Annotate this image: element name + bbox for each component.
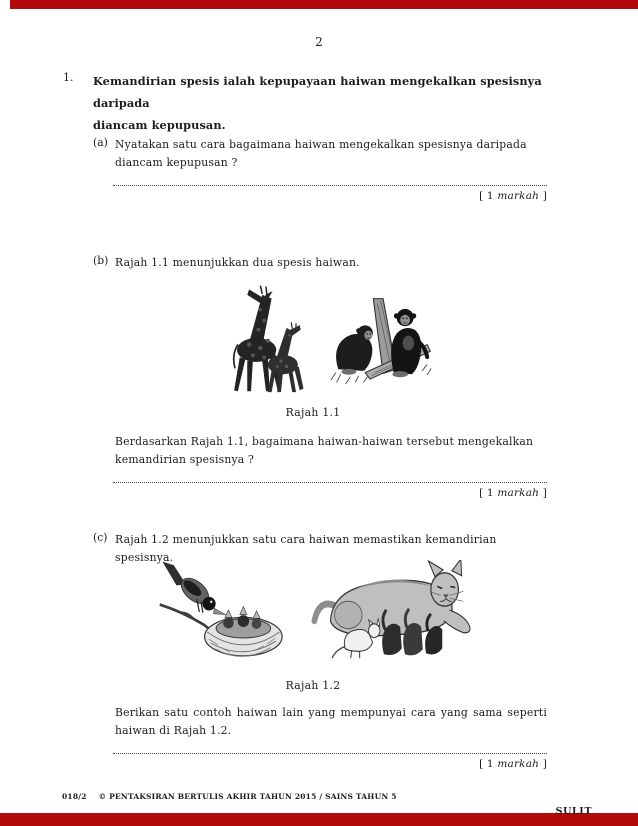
question-intro [93, 70, 563, 136]
monkeys-image [326, 297, 432, 389]
marks-a-word: markah [497, 190, 540, 202]
cat-kittens-image [303, 560, 473, 666]
part-c-question [115, 704, 547, 739]
marks-b [115, 487, 547, 499]
confidential-label: SULIT [555, 806, 592, 817]
answer-dotted-line-c [113, 752, 547, 754]
figure-1-1-caption: Rajah 1.1 [285, 406, 341, 419]
part-b-label: (b) [93, 254, 109, 267]
marks-b-word: markah [497, 487, 540, 499]
giraffes-image [221, 282, 311, 394]
figure-1-2-caption: Rajah 1.2 [285, 679, 341, 692]
part-b-question-line1: Berdasarkan Rajah 1.1, bagaimana haiwan-haiwan tersebut mengekalkan [115, 435, 534, 448]
part-a-line2: diancam kepupusan ? [115, 155, 238, 169]
marks-c-close: ] [539, 758, 547, 770]
part-c-question-line2: haiwan di Rajah 1.2. [115, 723, 232, 737]
marks-b-close: ] [539, 487, 547, 499]
part-a-question [115, 136, 547, 171]
part-a-line1: Nyatakan satu cara bagaimana haiwan mengekalkan spesisnya daripada [115, 138, 527, 151]
part-b-question-line2: kemandirian spesisnya ? [115, 452, 255, 466]
part-b-question [115, 433, 547, 468]
marks-b-open: [ 1 [479, 487, 498, 499]
marks-a-open: [ 1 [479, 190, 498, 202]
question-intro-line2: diancam kepupusan. [93, 118, 226, 132]
answer-dotted-line-a [113, 184, 547, 186]
part-c-label: (c) [93, 531, 108, 544]
answer-dotted-line-b [113, 481, 547, 483]
question-intro-line1: Kemandirian spesis ialah kepupayaan haiwan mengekalkan spesisnya daripada [93, 74, 542, 110]
part-c-question-line1: Berikan satu contoh haiwan lain yang mempunyai cara yang sama seperti [115, 706, 547, 719]
part-c-intro: Rajah 1.2 menunjukkan satu cara haiwan memastikan kemandirian spesisnya. [115, 533, 497, 564]
part-b-intro: Rajah 1.1 menunjukkan dua spesis haiwan. [115, 256, 360, 269]
marks-c-open: [ 1 [479, 758, 498, 770]
footer-paper-code: 018/2 [62, 792, 87, 801]
marks-a [115, 190, 547, 202]
footer-copyright-text: © PENTAKSIRAN BERTULIS AKHIR TAHUN 2015 / SAINS TAHUN 5 [98, 792, 397, 801]
marks-c-word: markah [497, 758, 540, 770]
page-number: 2 [315, 35, 323, 49]
bird-nest-image [158, 557, 290, 665]
marks-c [115, 758, 547, 770]
top-accent-bar [10, 0, 638, 9]
question-number: 1. [63, 71, 74, 84]
footer [62, 792, 397, 801]
marks-a-close: ] [539, 190, 547, 202]
bottom-accent-bar [0, 813, 638, 826]
part-a-label: (a) [93, 136, 108, 149]
